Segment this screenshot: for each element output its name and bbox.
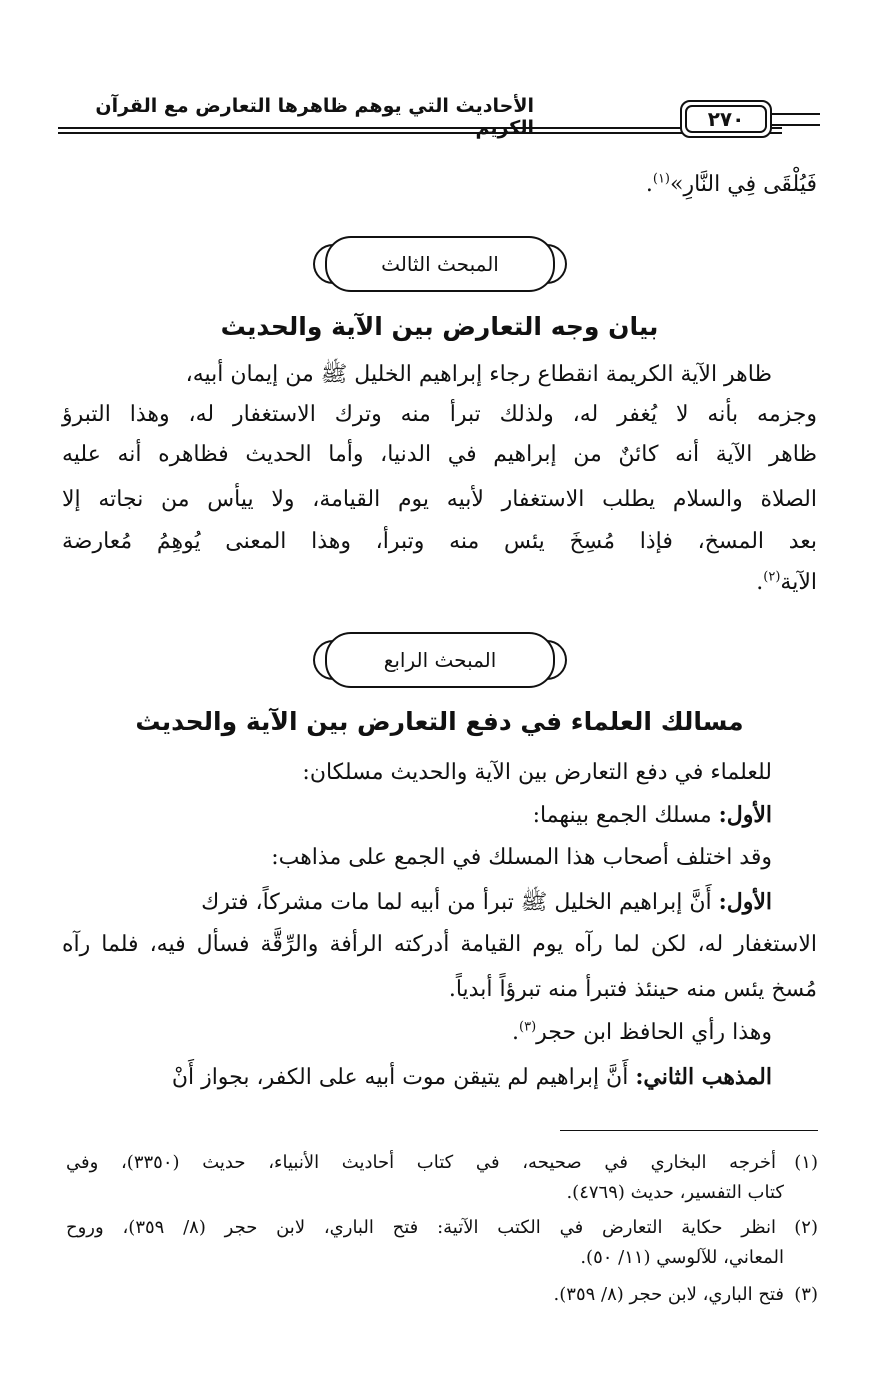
footnote-number: (١) <box>794 1152 818 1173</box>
paragraph-line: مُسخ يئس منه حينئذ فتبرأ منه تبرؤاً أبدياً. <box>448 977 817 1002</box>
view-line <box>62 1018 772 1048</box>
opinion-two-text: أَنَّ إبراهيم لم يتيقن موت أبيه على الكفر، بجواز أَنْ <box>171 1065 629 1090</box>
section-four-box <box>325 632 555 688</box>
opening-text: فَيُلْقَى فِي النَّارِ» <box>670 172 817 197</box>
opinion-two-line <box>62 1062 772 1093</box>
paragraph-line: ظاهر الآية الكريمة انقطاع رجاء إبراهيم الخليل ﷺ من إيمان أبيه، <box>185 362 772 387</box>
footnote-line: انظر حكاية التعارض في الكتب الآتية: فتح الباري، لابن حجر (٨/ ٣٥٩)، وروح <box>66 1217 776 1238</box>
paragraph-line: بعد المسخ، فإذا مُسِخَ يئس منه وتبرأ، وهذا المعنى يُوهِمُ مُعارضة <box>62 529 817 554</box>
last-line-period: . <box>756 570 764 595</box>
view-text: وهذا رأي الحافظ ابن حجر <box>536 1020 772 1045</box>
opinion-two-label: المذهب الثاني: <box>635 1064 772 1090</box>
paragraph-last-line <box>62 568 817 598</box>
opinion-one-label: الأول: <box>718 889 772 915</box>
footnote-line: فتح الباري، لابن حجر (٨/ ٣٥٩). <box>553 1284 784 1305</box>
header-rule <box>58 127 782 129</box>
footnote-ref-1: (١) <box>652 171 670 187</box>
paragraph-line: ظاهر الآية أنه كائنٌ من إبراهيم في الدنيا، وأما الحديث فظاهره أنه عليه <box>62 442 817 467</box>
page-number-frame <box>680 100 772 138</box>
section-three-box <box>325 236 555 292</box>
footnote-ref-3: (٣) <box>519 1019 537 1035</box>
page-number: ٢٧٠ <box>685 105 767 133</box>
view-period: . <box>512 1020 519 1045</box>
paragraph-line: للعلماء في دفع التعارض بين الآية والحديث مسلكان: <box>302 760 772 785</box>
header-ornament <box>772 113 820 126</box>
first-path-label: الأول: <box>718 802 772 828</box>
paragraph-line: الاستغفار له، لكن لما رآه يوم القيامة أدركته الرأفة والرِّقَّة فسأل فيه، فلما رآه <box>62 932 817 957</box>
first-path-text: مسلك الجمع بينهما: <box>532 803 712 828</box>
running-header-title: الأحاديث التي يوهم ظاهرها التعارض مع القرآن الكريم <box>95 95 534 139</box>
section-three-heading: بيان وجه التعارض بين الآية والحديث <box>220 312 659 341</box>
footnote-line: أخرجه البخاري في صحيحه، في كتاب أحاديث الأنبياء، حديث (٣٣٥٠)، وفي <box>66 1152 777 1173</box>
last-line-text: الآية <box>780 570 817 595</box>
footnote-line: كتاب التفسير، حديث (٤٧٦٩). <box>566 1182 784 1203</box>
paragraph-line: وجزمه بأنه لا يُغفر له، ولذلك تبرأ منه وترك الاستغفار له، وهذا التبرؤ <box>62 402 817 427</box>
section-three-label: المبحث الثالث <box>381 252 499 276</box>
footnote-number: (٣) <box>794 1284 818 1305</box>
opinion-one-text: أَنَّ إبراهيم الخليل ﷺ تبرأ من أبيه لما مات مشركاً، فترك <box>201 890 712 915</box>
header-rule-double <box>58 132 782 134</box>
footnote-separator <box>560 1130 818 1131</box>
footnote-number: (٢) <box>794 1217 818 1238</box>
footnote-line: المعاني، للآلوسي (١١/ ٥٠). <box>580 1247 784 1268</box>
opening-period: . <box>645 172 653 197</box>
paragraph-line: الصلاة والسلام يطلب الاستغفار لأبيه يوم القيامة، ولا ييأس من نجاته إلا <box>62 487 817 512</box>
opening-line <box>62 170 817 200</box>
section-four-label: المبحث الرابع <box>383 648 497 672</box>
section-four-heading: مسالك العلماء في دفع التعارض بين الآية والحديث <box>135 707 744 736</box>
footnote-ref-2: (٢) <box>763 569 781 585</box>
opinion-one-line <box>62 887 772 918</box>
paragraph-line: وقد اختلف أصحاب هذا المسلك في الجمع على مذاهب: <box>271 845 772 870</box>
first-path-line <box>62 800 772 831</box>
